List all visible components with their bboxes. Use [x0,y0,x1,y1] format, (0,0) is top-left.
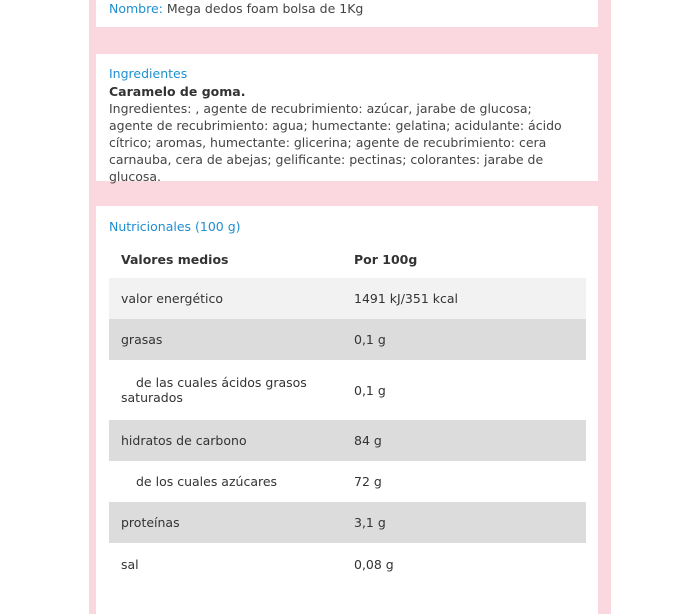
table-row [109,420,586,461]
table-row [109,278,586,319]
ingredients-title: Ingredientes [109,66,188,81]
ingredients-subtitle: Caramelo de goma. [109,84,246,99]
ingredients-card [96,54,598,184]
table-row [109,543,586,586]
row-label: proteínas [121,515,180,530]
row-value: 0,1 g [354,382,386,398]
row-value: 84 g [354,433,382,448]
row-label [109,461,342,502]
table-row [109,461,586,502]
row-label: hidratos de carbono [121,433,247,448]
row-label: valor energético [121,291,224,306]
row-label: grasas [121,332,163,347]
header-value: Por 100g [354,252,418,267]
header-label: Valores medios [121,252,229,267]
row-label-text: de las cuales ácidos grasos saturados [121,375,307,405]
row-label [109,360,342,420]
row-value: 0,08 g [354,557,394,572]
row-label: sal [121,557,139,572]
table-row [109,360,586,420]
row-value: 3,1 g [354,515,386,530]
table-row [109,319,586,360]
nutrition-title: Nutricionales (100 g) [109,219,241,234]
row-value: 72 g [354,474,382,489]
nutrition-card [96,206,598,614]
nutrition-header-row [109,241,586,278]
ingredients-text: Ingredientes: , agente de recubrimiento: azúcar, jarabe de glucosa; agente de recubrimiento: agua; humectante: gelatina; acidulante: ácido cítrico; aromas, humectante: glicerina; agente de recubrimiento: cera carnauba, cera de abejas; gelificante: pectinas; colorantes: jarabe de glucosa. [109,101,562,184]
table-row [109,502,586,543]
row-value: 1491 kJ/351 kcal [354,291,458,306]
product-name-value: Mega dedos foam bolsa de 1Kg [166,1,364,16]
nutrition-table [109,241,586,586]
row-value: 0,1 g [354,332,386,347]
product-name [109,1,363,16]
product-name-card [96,0,598,27]
product-name-label: Nombre: [109,1,163,16]
row-label-text: de los cuales azúcares [136,474,278,489]
